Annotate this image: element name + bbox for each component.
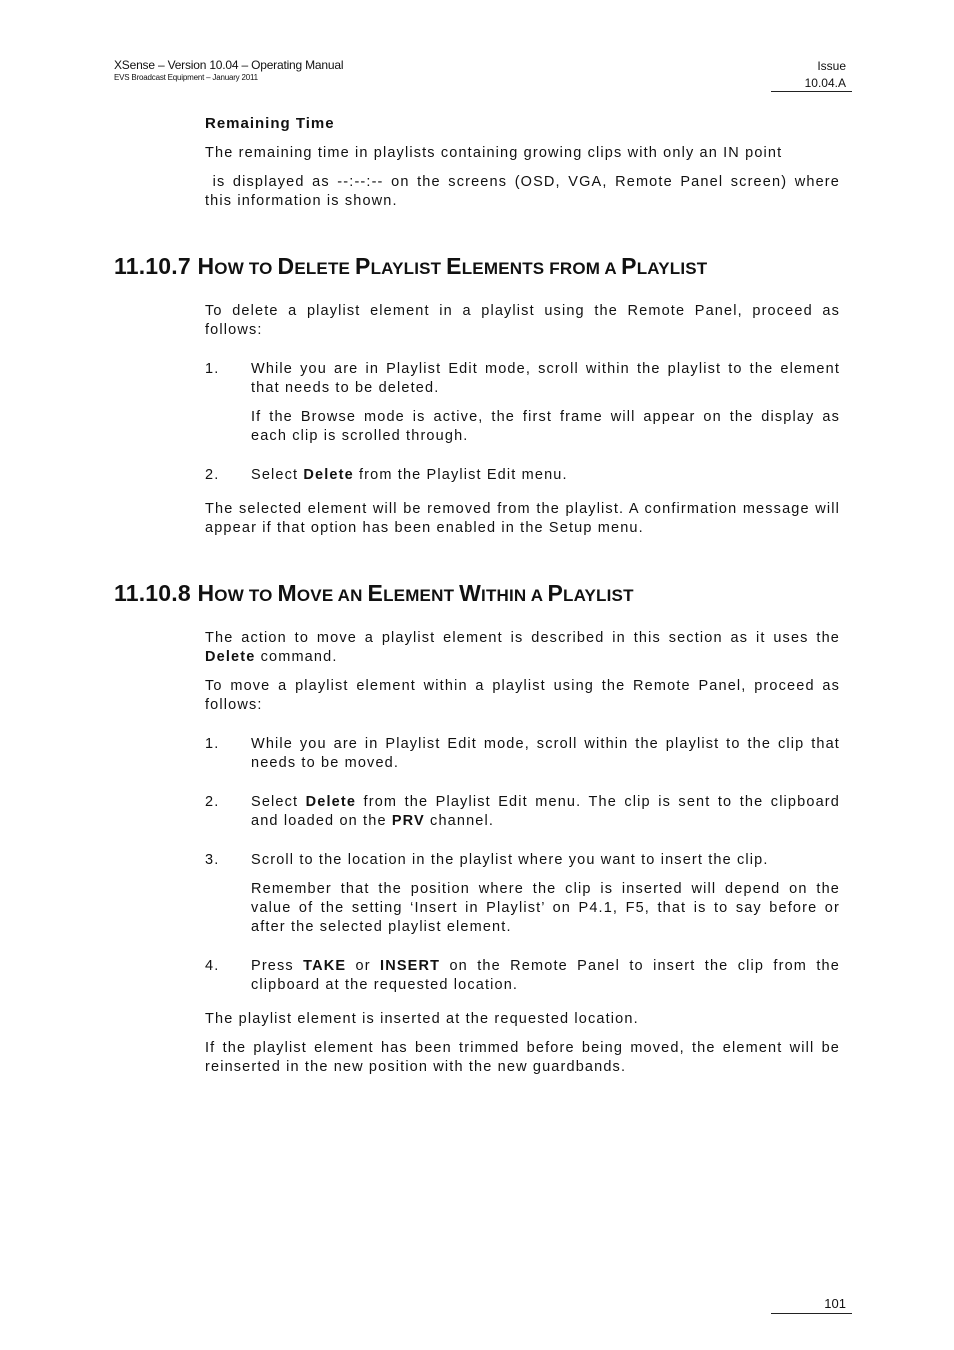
remaining-time-paragraph-1: The remaining time in playlists containing growing clips with only an IN point bbox=[205, 145, 783, 161]
list-item: While you are in Playlist Edit mode, scroll within the playlist to the clip that needs to be moved. bbox=[251, 736, 840, 771]
list-item: Scroll to the location in the playlist where you want to insert the clip. bbox=[251, 852, 769, 868]
section-8-outro-2: If the playlist element has been trimmed before being moved, the element will be reinserted in the new position with the new guardbands. bbox=[205, 1040, 840, 1075]
remaining-time-heading: Remaining Time bbox=[205, 115, 335, 132]
footer-rule bbox=[771, 1313, 852, 1314]
section-number: 11.10.7 bbox=[114, 253, 191, 279]
remaining-time-paragraph-2: is displayed as --:--:-- on the screens (OSD, VGA, Remote Panel screen) where this information is shown. bbox=[205, 174, 846, 209]
section-heading-11-10-8: 11.10.8 HOW TO MOVE AN ELEMENT WITHIN A PLAYLIST bbox=[114, 580, 634, 606]
issue-label: Issue bbox=[817, 59, 846, 73]
list-item: While you are in Playlist Edit mode, scroll within the playlist to the element that needs to be deleted. bbox=[251, 361, 840, 396]
document-title: XSense – Version 10.04 – Operating Manual bbox=[114, 58, 344, 72]
section-8-outro-1: The playlist element is inserted at the requested location. bbox=[205, 1011, 639, 1027]
list-item: Select Delete from the Playlist Edit menu. The clip is sent to the clipboard and loaded on the PRV channel. bbox=[251, 794, 840, 829]
page-number: 101 bbox=[824, 1296, 846, 1311]
section-number: 11.10.8 bbox=[114, 580, 191, 606]
list-item-number: 3. bbox=[205, 852, 220, 868]
list-item-number: 4. bbox=[205, 958, 220, 974]
list-item: Press TAKE or INSERT on the Remote Panel to insert the clip from the clipboard at the requested location. bbox=[251, 958, 840, 993]
list-item: Select Delete from the Playlist Edit menu. bbox=[251, 467, 568, 483]
list-item-note: If the Browse mode is active, the first frame will appear on the display as each clip is scrolled through. bbox=[251, 409, 840, 444]
header-rule bbox=[771, 91, 852, 92]
list-item-number: 2. bbox=[205, 467, 220, 483]
section-heading-11-10-7: 11.10.7 HOW TO DELETE PLAYLIST ELEMENTS FROM A PLAYLIST bbox=[114, 253, 708, 279]
document-subtitle: EVS Broadcast Equipment – January 2011 bbox=[114, 73, 258, 82]
section-7-outro: The selected element will be removed from the playlist. A confirmation message will appear if that option has been enabled in the Setup menu. bbox=[205, 501, 840, 536]
section-8-intro-2: To move a playlist element within a playlist using the Remote Panel, proceed as follows: bbox=[205, 678, 840, 713]
issue-number: 10.04.A bbox=[804, 76, 846, 90]
list-item-number: 1. bbox=[205, 361, 220, 377]
list-item-number: 2. bbox=[205, 794, 220, 810]
list-item-note: Remember that the position where the clip is inserted will depend on the value of the setting ‘Insert in Playlist’ on P4.1, F5, that is to say before or after the selected playlist element. bbox=[251, 881, 840, 935]
section-8-intro-1: The action to move a playlist element is described in this section as it uses the Delete command. bbox=[205, 630, 840, 665]
list-item-number: 1. bbox=[205, 736, 220, 752]
section-7-intro: To delete a playlist element in a playlist using the Remote Panel, proceed as follows: bbox=[205, 303, 840, 338]
